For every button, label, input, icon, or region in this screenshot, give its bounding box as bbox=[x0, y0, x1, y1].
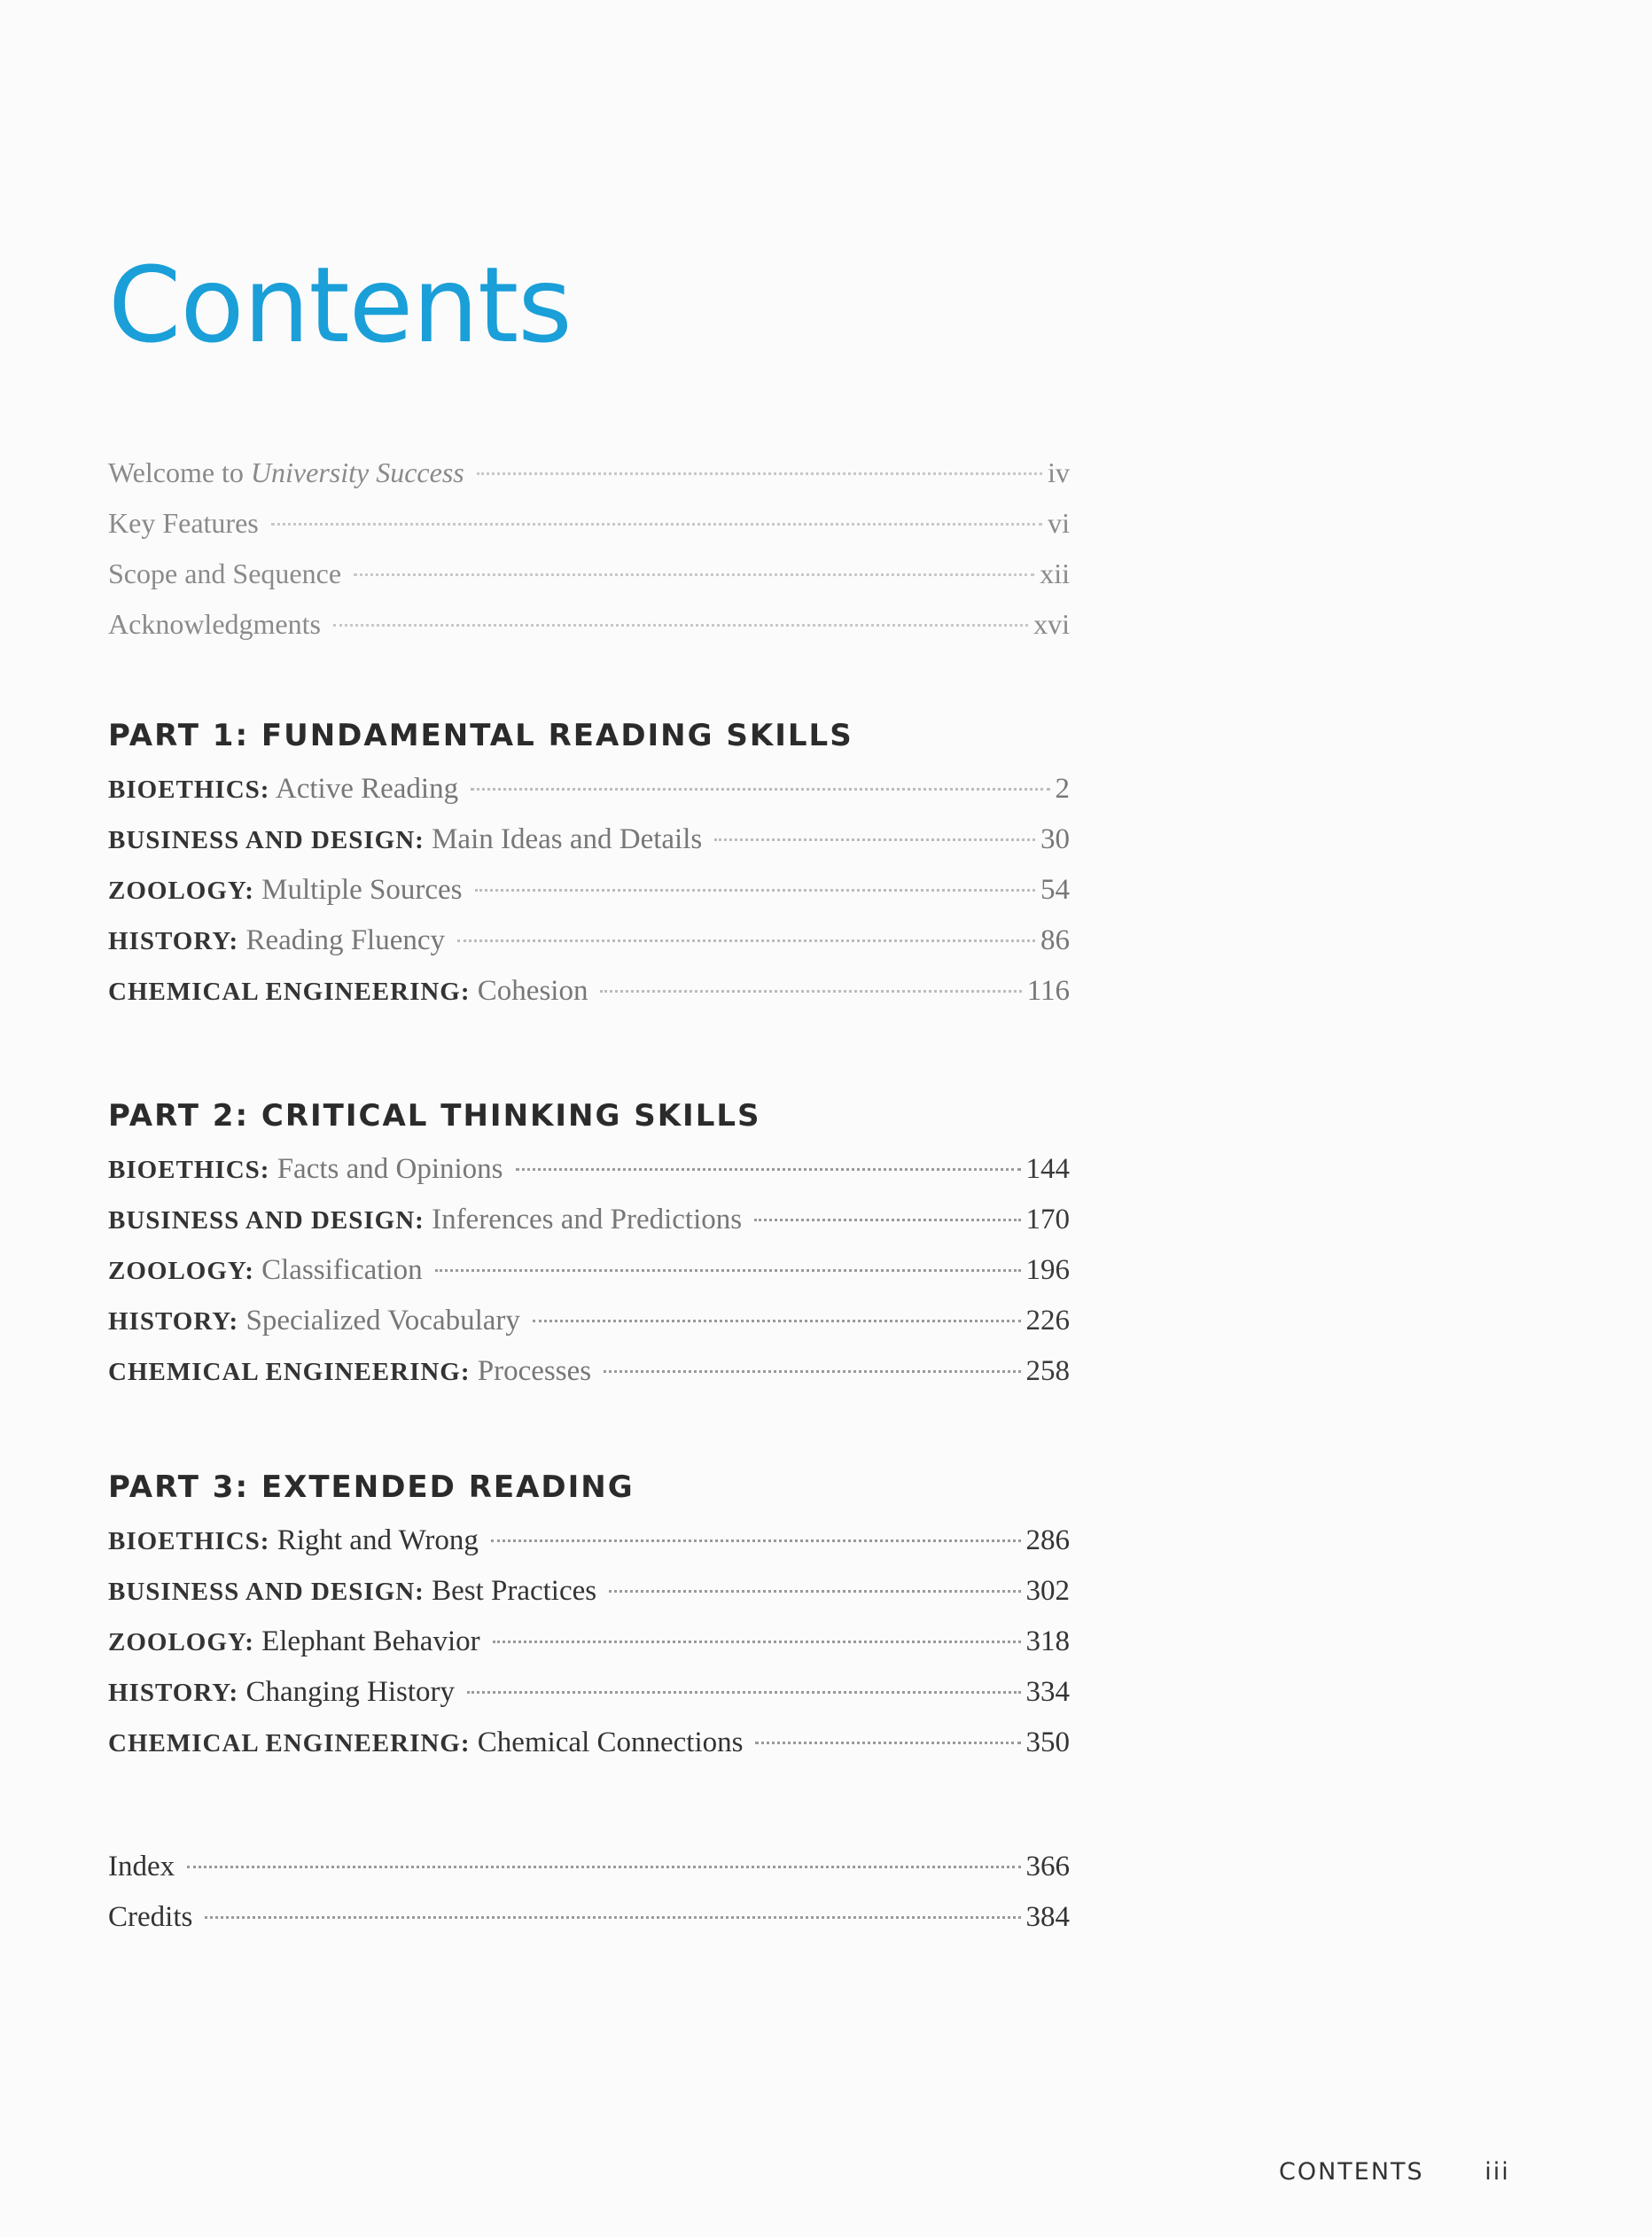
dot-leader bbox=[435, 1269, 1021, 1272]
toc-entry-label: Welcome to University Success bbox=[108, 456, 464, 488]
page-number: iii bbox=[1484, 2158, 1510, 2186]
toc-subject: CHEMICAL ENGINEERING: bbox=[108, 978, 471, 1006]
running-head: CONTENTS bbox=[1279, 2158, 1424, 2186]
toc-entry[interactable] bbox=[108, 764, 1070, 815]
toc-page-number: 318 bbox=[1025, 1625, 1070, 1657]
back-matter-list bbox=[108, 1842, 1070, 1943]
toc-page-number: 86 bbox=[1040, 924, 1070, 956]
toc-subject: BUSINESS AND DESIGN: bbox=[108, 1578, 425, 1606]
toc-entry-index[interactable] bbox=[108, 1842, 1070, 1892]
toc-page-number: 196 bbox=[1025, 1254, 1070, 1286]
book-title-italic: University Success bbox=[250, 456, 464, 488]
toc-entry-label: Key Features bbox=[108, 507, 259, 539]
toc-subject: BUSINESS AND DESIGN: bbox=[108, 1206, 425, 1235]
toc-subject: BIOETHICS: bbox=[108, 776, 270, 804]
toc-subject: CHEMICAL ENGINEERING: bbox=[108, 1729, 471, 1758]
toc-topic: Processes bbox=[477, 1355, 592, 1387]
toc-topic: Changing History bbox=[245, 1676, 456, 1708]
dot-leader bbox=[187, 1866, 1020, 1868]
toc-topic: Reading Fluency bbox=[245, 924, 446, 956]
toc-page-number: 286 bbox=[1025, 1524, 1070, 1556]
toc-page-number: 334 bbox=[1025, 1676, 1070, 1708]
toc-entry-acknowledgments[interactable] bbox=[108, 599, 1070, 650]
toc-entry[interactable] bbox=[108, 1516, 1070, 1566]
toc-entry-credits[interactable] bbox=[108, 1892, 1070, 1943]
toc-subject: HISTORY: bbox=[108, 1679, 239, 1707]
toc-page-number: 258 bbox=[1025, 1355, 1070, 1387]
toc-topic: Best Practices bbox=[432, 1575, 597, 1607]
toc-page-number: 384 bbox=[1025, 1901, 1070, 1933]
toc-page-number: 170 bbox=[1025, 1204, 1070, 1235]
toc-topic: Facts and Opinions bbox=[277, 1153, 503, 1185]
toc-subject: HISTORY: bbox=[108, 1307, 239, 1336]
dot-leader bbox=[205, 1916, 1020, 1919]
toc-subject: BIOETHICS: bbox=[108, 1527, 270, 1555]
toc-subject: ZOOLOGY: bbox=[108, 1628, 254, 1656]
toc-subject: BIOETHICS: bbox=[108, 1156, 270, 1184]
toc-entry-welcome[interactable] bbox=[108, 448, 1070, 498]
toc-topic: Right and Wrong bbox=[277, 1524, 479, 1556]
toc-subject: HISTORY: bbox=[108, 927, 239, 955]
toc-page-number: 116 bbox=[1026, 975, 1070, 1007]
toc-entry[interactable] bbox=[108, 966, 1070, 1017]
part-2-section bbox=[108, 1087, 1070, 1397]
toc-subject: CHEMICAL ENGINEERING: bbox=[108, 1358, 471, 1386]
part-3-section bbox=[108, 1459, 1070, 1768]
toc-page-number: vi bbox=[1048, 507, 1070, 539]
toc-topic: Elephant Behavior bbox=[261, 1625, 480, 1657]
toc-page-number: 30 bbox=[1040, 823, 1070, 855]
toc-subject: ZOOLOGY: bbox=[108, 1257, 254, 1285]
toc-entry-scope-and-sequence[interactable] bbox=[108, 549, 1070, 599]
toc-page-number: iv bbox=[1048, 456, 1070, 488]
toc-topic: Inferences and Predictions bbox=[432, 1204, 743, 1235]
toc-entry[interactable] bbox=[108, 1195, 1070, 1245]
toc-page-number: 366 bbox=[1025, 1851, 1070, 1882]
toc-entry[interactable] bbox=[108, 1718, 1070, 1768]
page-title: Contents bbox=[108, 244, 572, 366]
toc-topic: Chemical Connections bbox=[477, 1726, 744, 1758]
toc-entry[interactable] bbox=[108, 1346, 1070, 1397]
toc-topic: Classification bbox=[261, 1254, 423, 1286]
toc-entry-label: Index bbox=[108, 1851, 175, 1882]
dot-leader bbox=[609, 1590, 1020, 1593]
toc-topic: Cohesion bbox=[477, 975, 588, 1007]
part-1-section bbox=[108, 707, 1070, 1017]
toc-entry[interactable] bbox=[108, 865, 1070, 916]
toc-page-number: 302 bbox=[1025, 1575, 1070, 1607]
dot-leader bbox=[714, 838, 1035, 841]
toc-page-number: 144 bbox=[1025, 1153, 1070, 1185]
dot-leader bbox=[354, 573, 1034, 576]
toc-entry[interactable] bbox=[108, 815, 1070, 865]
toc-page-number: 2 bbox=[1055, 773, 1070, 805]
toc-entry-label: Acknowledgments bbox=[108, 608, 321, 640]
toc-entry[interactable] bbox=[108, 1667, 1070, 1718]
dot-leader bbox=[271, 523, 1042, 526]
toc-topic: Active Reading bbox=[275, 773, 459, 805]
dot-leader bbox=[600, 990, 1021, 993]
toc-entry[interactable] bbox=[108, 1144, 1070, 1195]
toc-entry-label: Scope and Sequence bbox=[108, 557, 342, 589]
dot-leader bbox=[755, 1742, 1020, 1744]
dot-leader bbox=[471, 788, 1049, 791]
dot-leader bbox=[477, 472, 1042, 475]
toc-subject: ZOOLOGY: bbox=[108, 877, 254, 905]
toc-entry[interactable] bbox=[108, 1296, 1070, 1346]
part-heading: PART 2: CRITICAL THINKING SKILLS bbox=[108, 1098, 761, 1134]
toc-page-number: xvi bbox=[1033, 608, 1070, 640]
dot-leader bbox=[333, 624, 1028, 627]
dot-leader bbox=[457, 939, 1035, 942]
toc-entry[interactable] bbox=[108, 916, 1070, 966]
toc-entry[interactable] bbox=[108, 1617, 1070, 1667]
dot-leader bbox=[754, 1219, 1020, 1221]
toc-entry[interactable] bbox=[108, 1245, 1070, 1296]
dot-leader bbox=[604, 1370, 1020, 1373]
dot-leader bbox=[516, 1168, 1021, 1171]
toc-page-number: 226 bbox=[1025, 1305, 1070, 1337]
toc-page-number: 350 bbox=[1025, 1726, 1070, 1758]
front-matter-list bbox=[108, 448, 1070, 650]
toc-page-number: 54 bbox=[1040, 874, 1070, 906]
toc-entry[interactable] bbox=[108, 1566, 1070, 1617]
toc-topic: Main Ideas and Details bbox=[432, 823, 703, 855]
part-heading: PART 3: EXTENDED READING bbox=[108, 1469, 635, 1505]
part-heading: PART 1: FUNDAMENTAL READING SKILLS bbox=[108, 718, 853, 753]
dot-leader bbox=[533, 1320, 1021, 1322]
dot-leader bbox=[467, 1691, 1020, 1694]
toc-subject: BUSINESS AND DESIGN: bbox=[108, 826, 425, 854]
dot-leader bbox=[493, 1641, 1021, 1643]
page-footer bbox=[1279, 2158, 1510, 2186]
toc-topic: Multiple Sources bbox=[261, 874, 463, 906]
toc-entry-label: Credits bbox=[108, 1901, 193, 1933]
toc-entry-key-features[interactable] bbox=[108, 498, 1070, 549]
dot-leader bbox=[475, 889, 1035, 892]
dot-leader bbox=[491, 1539, 1021, 1542]
toc-page-number: xii bbox=[1040, 557, 1070, 589]
toc-topic: Specialized Vocabulary bbox=[245, 1305, 520, 1337]
